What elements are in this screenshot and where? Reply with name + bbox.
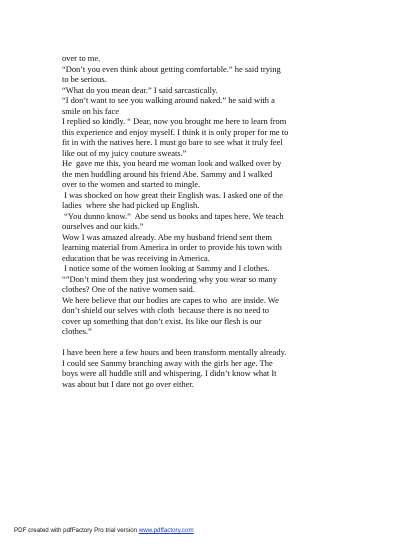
text-line: “”Don’t mind them they just wondering why you wear so many <box>62 273 277 284</box>
text-line: this experience and enjoy myself. I think it is only proper for me to <box>62 126 289 137</box>
text-line: learning material from America in order to provide his town with <box>62 242 282 252</box>
text-line: I was shocked on how great their English was. I asked one of the <box>62 189 283 200</box>
text-line: I could see Sammy branching away with the girls her age. The <box>62 357 273 368</box>
text-line: smile on his face <box>62 105 119 116</box>
footer-text: PDF created with pdfFactory Pro trial version <box>14 527 139 534</box>
pdffactory-link[interactable]: www.pdffactory.com <box>138 527 194 534</box>
text-line: ourselves and our kids.” <box>62 221 144 231</box>
pdf-watermark-footer <box>14 527 194 535</box>
text-line: “Don’t you even think about getting comfortable.” he said trying <box>62 63 281 74</box>
text-line: He gave me this, you heard me woman look and walked over by <box>62 158 282 168</box>
text-line: “What do you mean dear.” I said sarcastically. <box>62 84 218 95</box>
text-line: over to the women and started to mingle. <box>62 179 201 189</box>
text-line: ladies where she had picked up English. <box>62 200 200 210</box>
text-line: Wow I was amazed already. Abe my husband friend sent them <box>62 231 272 242</box>
document-body <box>62 53 394 389</box>
text-line: education that he was receiving in America. <box>62 252 210 263</box>
text-line: “I don’t want to see you walking around naked.” he said with a <box>62 95 275 105</box>
text-line: I notice some of the women looking at Sammy and I clothes. <box>62 263 270 273</box>
text-line: fit in with the natives here. I must go bare to see what it truly feel <box>62 137 283 147</box>
text-line: over to me. <box>62 53 101 63</box>
blank-line <box>62 337 394 348</box>
text-line: clothes.” <box>62 326 92 336</box>
text-line: the men huddling around his friend Abe. Sammy and I walked <box>62 168 273 179</box>
text-line: We here believe that our bodies are capes to who are inside. We <box>62 294 279 305</box>
text-line: like out of my juicy couture sweats.” <box>62 147 187 158</box>
text-line: “You dunno know.” Abe send us books and tapes here. We teach <box>62 210 284 221</box>
text-line: to be serious. <box>62 74 107 84</box>
text-line: was about but I dare not go over either. <box>62 378 194 389</box>
text-line: boys were all huddle still and whispering. I didn’t know what It <box>62 368 277 378</box>
text-line: cover up something that don’t exist. Its like our flesh is our <box>62 315 262 326</box>
text-line: clothes? One of the native women said. <box>62 284 195 294</box>
text-line: I replied so kindly. “ Dear, now you brought me here to learn from <box>62 116 287 126</box>
text-line: I have been here a few hours and been transform mentally already. <box>62 347 287 357</box>
text-line: don’t shield our selves with cloth because there is no need to <box>62 305 269 315</box>
